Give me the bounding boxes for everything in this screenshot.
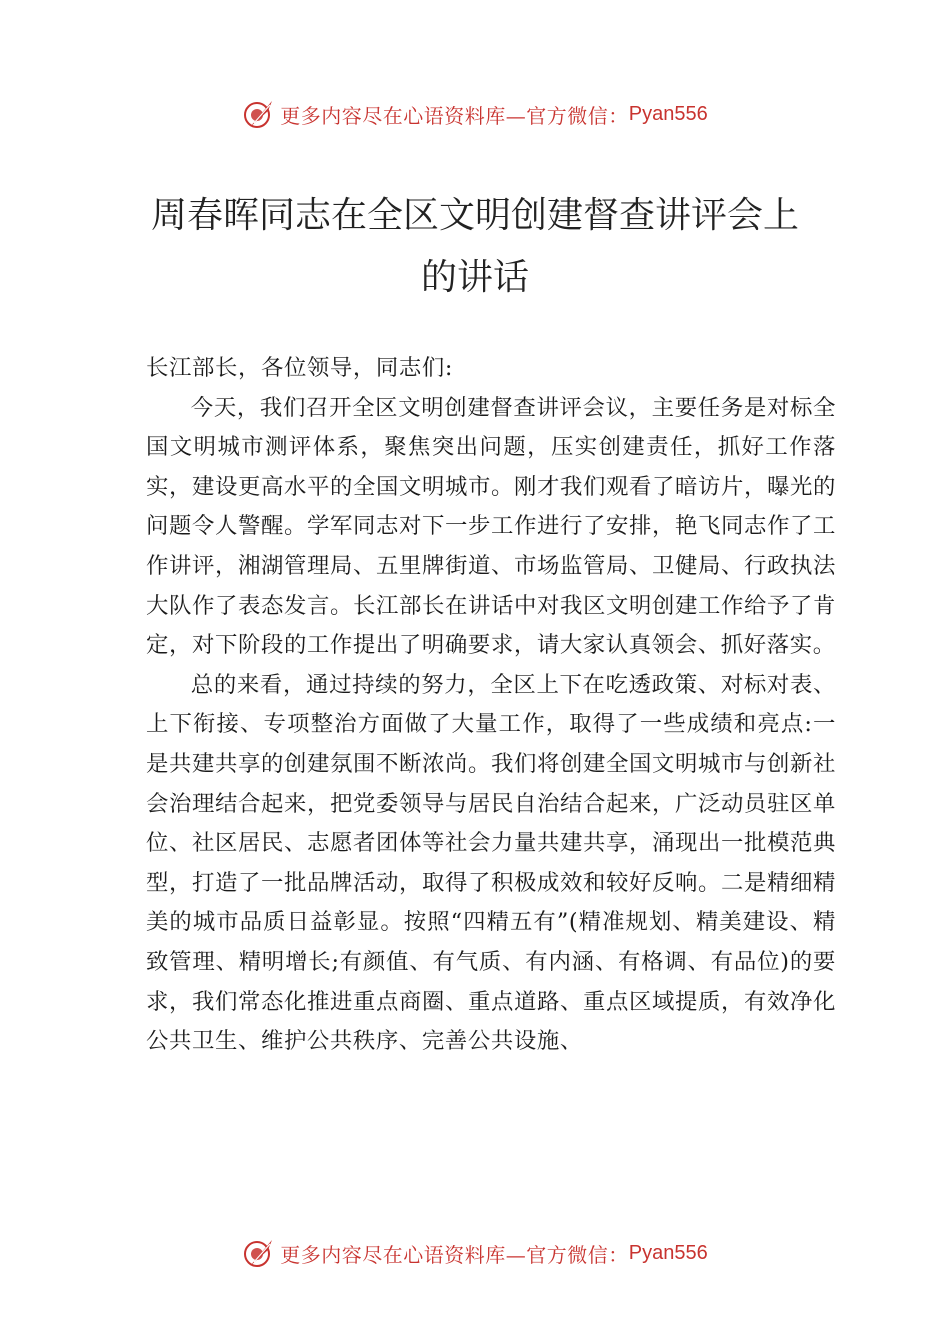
watermark-wechat-id: Pyan556 xyxy=(628,1241,708,1264)
footer-watermark-banner xyxy=(0,1231,950,1275)
salutation: 长江部长，各位领导，同志们: xyxy=(146,355,454,381)
paragraph-2: 总的来看，通过持续的努力，全区上下在吃透政策、对标对表、上下衔接、专项整治方面做了大量工作，取得了一些成绩和亮点:一是共建共享的创建氛围不断浓尚。我们将创建全国文明城市与创新社会治理结合起来，把党委领导与居民自治结合起来，广泛动员驻区单位、社区居民、志愿者团体等社会力量共建共享，涌现出一批模范典型，打造了一批品牌活动，取得了积极成效和较好反响。二是精细精美的城市品质日益彰显。按照“四精五有”(精准规划、精美建设、精致管理、精明增长;有颜值、有气质、有内涵、有格调、有品位)的要求，我们常态化推进重点商圈、重点道路、重点区域提质，有效净化公共卫生、维护公共秩序、完善公共设施、 xyxy=(146,671,836,1055)
watermark-text: 更多内容尽在心语资料库—官方微信： xyxy=(280,1242,629,1267)
quill-logo-icon xyxy=(242,97,276,131)
header-watermark-banner xyxy=(0,92,950,136)
document-title-line-1: 周春晖同志在全区文明创建督查讲评会上 xyxy=(150,195,799,236)
quill-logo-icon xyxy=(242,1236,276,1270)
speech-body xyxy=(146,349,836,1062)
paragraph-1: 今天，我们召开全区文明创建督查讲评会议，主要任务是对标全国文明城市测评体系，聚焦突出问题，压实创建责任，抓好工作落实，建设更高水平的全国文明城市。刚才我们观看了暗访片，曝光的问题令人警醒。学军同志对下一步工作进行了安排，艳飞同志作了工作讲评，湘湖管理局、五里牌街道、市场监管局、卫健局、行政执法大队作了表态发言。长江部长在讲话中对我区文明创建工作给予了肯定，对下阶段的工作提出了明确要求，请大家认真领会、抓好落实。 xyxy=(146,394,836,659)
watermark-text: 更多内容尽在心语资料库—官方微信： xyxy=(280,103,629,128)
document-title-line-2: 的讲话 xyxy=(420,257,529,298)
watermark-wechat-id: Pyan556 xyxy=(628,102,708,125)
